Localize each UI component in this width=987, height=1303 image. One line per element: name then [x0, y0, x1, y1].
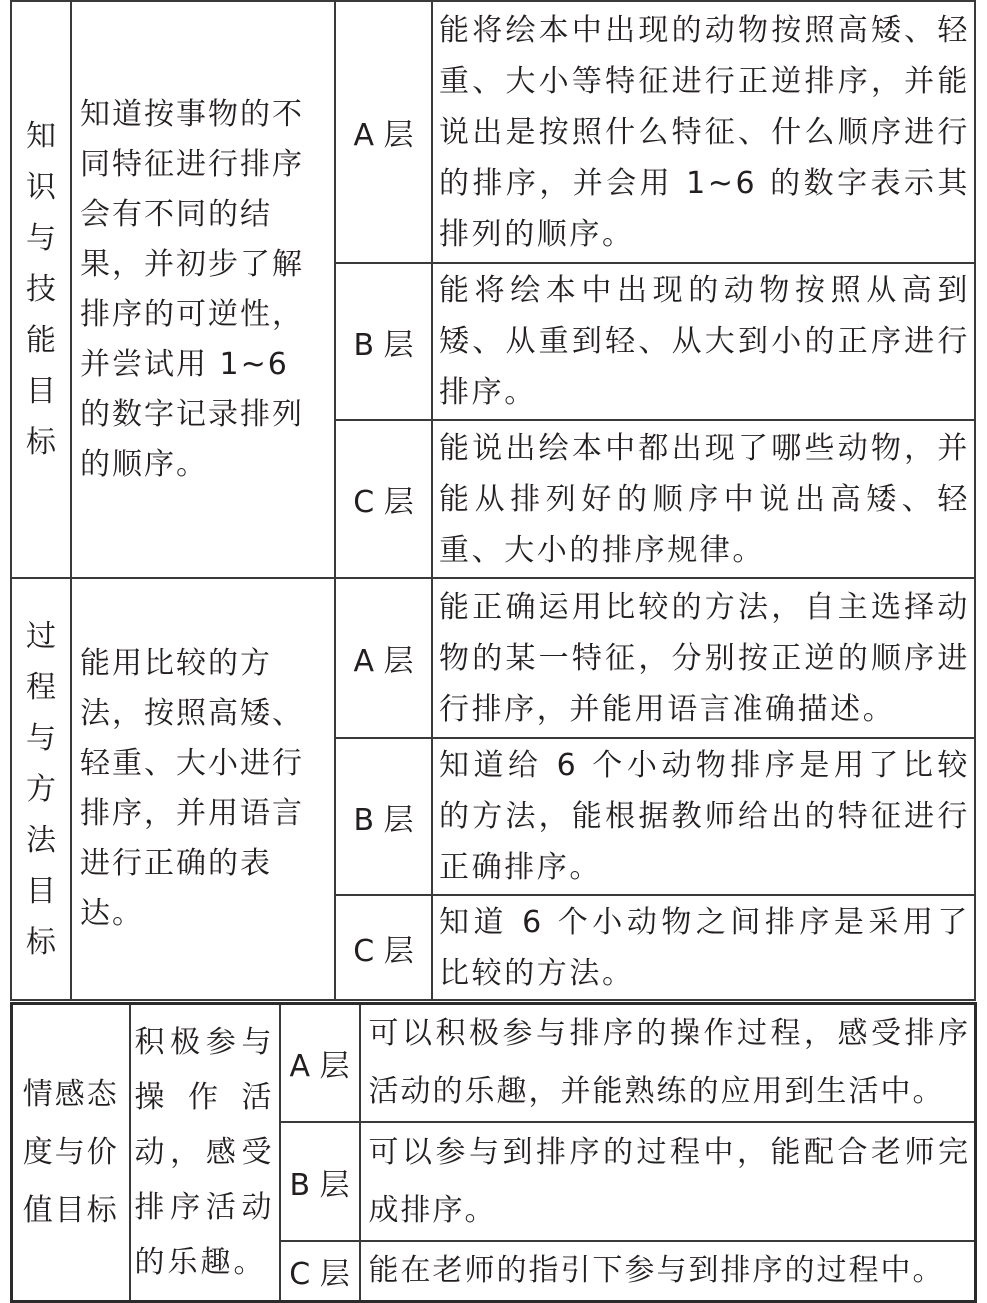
level-label: A 层 — [335, 1, 432, 263]
dimension-char: 法 — [26, 822, 56, 858]
level-label: A 层 — [335, 578, 432, 738]
dimension-cell-process — [11, 578, 71, 1000]
level-description: 能正确运用比较的方法，自主选择动物的某一特征，分别按正逆的顺序进行排序，并能用语言准确描述。 — [432, 578, 975, 738]
dimension-cell-knowledge — [11, 1, 71, 578]
dimension-char: 与 — [26, 221, 56, 256]
level-label: A 层 — [280, 1004, 360, 1123]
level-description: 能说出绘本中都出现了哪些动物，并能从排列好的顺序中说出高矮、轻重、大小的排序规律。 — [432, 420, 975, 578]
dimension-char: 程 — [26, 669, 56, 705]
level-description: 可以参与到排序的过程中，能配合老师完成排序。 — [360, 1122, 976, 1241]
level-description: 能将绘本中出现的动物按照高矮、轻重、大小等特征进行正逆排序，并能说出是按照什么特征、什么顺序进行的排序，并会用 1~6 的数字表示其排列的顺序。 — [432, 1, 975, 263]
table-row — [11, 578, 975, 738]
goal-cell-knowledge: 知道按事物的不同特征进行排序会有不同的结果，并初步了解排序的可逆性，并尝试用 1~6 的数字记录排列的顺序。 — [71, 1, 335, 578]
level-label: C 层 — [335, 895, 432, 1000]
dimension-char: 能 — [26, 323, 56, 358]
level-description: 知道给 6 个小动物排序是用了比较的方法，能根据教师给出的特征进行正确排序。 — [432, 738, 975, 895]
level-label: C 层 — [280, 1241, 360, 1302]
level-description: 知道 6 个小动物之间排序是采用了比较的方法。 — [432, 895, 975, 1000]
goal-cell-attitude: 积极参与操作活动，感受排序活动的乐趣。 — [130, 1004, 280, 1302]
dimension-cell-attitude: 情感态度与价值目标 — [12, 1004, 130, 1302]
table-row — [11, 1, 975, 263]
dimension-char: 技 — [26, 272, 56, 307]
level-label: B 层 — [335, 738, 432, 895]
level-description: 可以积极参与排序的操作过程，感受排序活动的乐趣，并能熟练的应用到生活中。 — [360, 1004, 976, 1123]
dimension-char: 与 — [26, 720, 56, 756]
goals-table-lower — [10, 1002, 977, 1303]
level-description: 能将绘本中出现的动物按照从高到矮、从重到轻、从大到小的正序进行排序。 — [432, 263, 975, 420]
level-label: C 层 — [335, 420, 432, 578]
table-row — [12, 1004, 976, 1123]
dimension-char: 过 — [26, 618, 56, 654]
dimension-char: 识 — [26, 170, 56, 205]
dimension-char: 目 — [26, 873, 56, 909]
dimension-char: 标 — [26, 425, 56, 460]
dimension-char: 标 — [26, 924, 56, 960]
level-label: B 层 — [335, 263, 432, 420]
level-description: 能在老师的指引下参与到排序的过程中。 — [360, 1241, 976, 1302]
goals-table-upper — [10, 0, 976, 1001]
goal-cell-process: 能用比较的方法，按照高矮、轻重、大小进行排序，并用语言进行正确的表达。 — [71, 578, 335, 1000]
dimension-char: 目 — [26, 374, 56, 409]
dimension-char: 知 — [26, 119, 56, 154]
dimension-char: 方 — [26, 771, 56, 807]
level-label: B 层 — [280, 1122, 360, 1241]
